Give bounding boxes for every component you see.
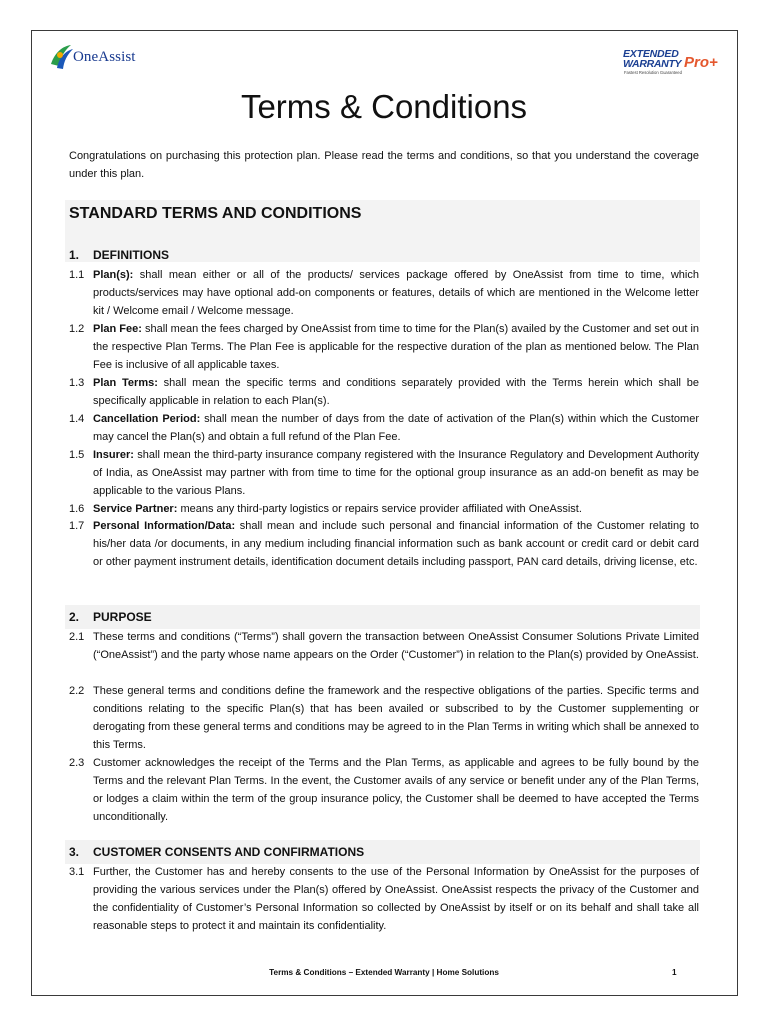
standard-terms-heading: STANDARD TERMS AND CONDITIONS bbox=[69, 205, 362, 222]
section-heading-purpose: 2. PURPOSE bbox=[69, 610, 152, 624]
list-item: 1.1 Plan(s): shall mean either or all of the products/ services package offered by OneAssist from time to time, which products/services may have optional add-on components or features, details of which are mentioned in the Welcome letter kit / Welcome email / Welcome message. bbox=[69, 269, 699, 317]
list-item: 3.1 Further, the Customer has and hereby consents to the use of the Personal Information by OneAssist for the purposes of providing the various services under the Plan(s) offered by OneAssist. OneAssist respects the privacy of the Customer and the confidentiality of Customer’s Personal Information so collected by OneAssist by itself or on its behalf and shall take all reasonable steps to protect it and maintain its confidentiality. bbox=[69, 866, 699, 932]
list-item: 2.1 These terms and conditions (“Terms”) shall govern the transaction between OneAssist Consumer Solutions Private Limited (“OneAssist”) and the party whose name appears on the Order (“Customer”) in relation to the Plan(s) provided by OneAssist. bbox=[69, 631, 699, 661]
list-item: 1.4 Cancellation Period: shall mean the number of days from the date of activation of the Plan(s) within which the Customer may cancel the Plan(s) and obtain a full refund of the Plan Fee. bbox=[69, 413, 699, 443]
list-item: 1.3 Plan Terms: shall mean the specific terms and conditions separately provided with the Terms herein which shall be specifically applicable in relation to each Plan(s). bbox=[69, 377, 700, 407]
list-item: 2.3 Customer acknowledges the receipt of the Terms and the Plan Terms, as applicable and agrees to be fully bound by the Terms and the relevant Plan Terms. In the event, the Customer avails of any service or benefit under any of the Plan Terms, or lodges a claim within the term of the group insurance policy, the Customer shall be deemed to have accepted the Terms unconditionally. bbox=[69, 757, 699, 823]
section-heading-consents: 3. CUSTOMER CONSENTS AND CONFIRMATIONS bbox=[69, 845, 365, 859]
logo-line-warranty: WARRANTY bbox=[623, 58, 682, 70]
logo-pro-mark: Pro+ bbox=[684, 54, 718, 71]
page-title: Terms & Conditions bbox=[240, 88, 528, 125]
oneassist-logo-icon bbox=[47, 42, 75, 72]
page-number: 1 bbox=[672, 968, 677, 977]
list-item: 1.5 Insurer: shall mean the third-party insurance company registered with the Insurance Regulatory and Development Authority of India, as OneAssist may partner with from time to time for the optional group insurance as an add-on benefit as may be applicable to the various Plans. bbox=[69, 449, 699, 497]
section-heading-definitions: 1. DEFINITIONS bbox=[69, 248, 170, 262]
extended-warranty-logo bbox=[621, 48, 718, 79]
list-item: 1.6 Service Partner: means any third-party logistics or repairs service provider affiliated with OneAssist. bbox=[69, 503, 582, 515]
section-band bbox=[65, 605, 700, 629]
list-item: 1.2 Plan Fee: shall mean the fees charged by OneAssist from time to time for the Plan(s) availed by the Customer and set out in the respective Plan Terms. The Plan Fee is applicable for the respective duration of the plan as mentioned below. The Plan Fee is inclusive of all applicable taxes. bbox=[69, 323, 699, 371]
oneassist-logo-text: OneAssist bbox=[73, 49, 136, 65]
logo-line-extended: EXTENDED bbox=[623, 48, 679, 60]
logo-tagline: Fastest Resolution Guaranteed bbox=[624, 70, 682, 75]
list-item: 2.2 These general terms and conditions define the framework and the respective obligations of the parties. Specific terms and conditions relating to the specific Plan(s) that has been availed or subscribed to by the Customer supplementing or derogating from these general terms and conditions may be agreed to in the Plan Terms in writing which shall be annexed to this Terms. bbox=[69, 685, 699, 751]
oneassist-logo bbox=[47, 42, 147, 74]
list-item: 1.7 Personal Information/Data: shall mean and include such personal and financial information of the Customer relating to his/her data /or documents, in any medium including financial information such as bank account or credit card or debit card or other payment instrument details, identification document details including passport, PAN card details, driving license, etc. bbox=[69, 520, 700, 568]
page-footer: Terms & Conditions – Extended Warranty | Home Solutions bbox=[269, 968, 499, 977]
intro-paragraph: Congratulations on purchasing this protection plan. Please read the terms and conditions, so that you understand the coverage under this plan. bbox=[69, 150, 699, 180]
